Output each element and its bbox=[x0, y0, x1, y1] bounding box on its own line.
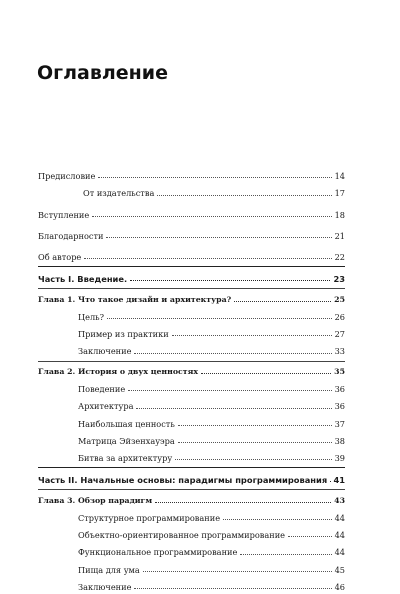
toc-entry-section[interactable] bbox=[38, 508, 345, 525]
toc-entry-title: Функциональное программирование bbox=[78, 548, 237, 556]
toc-entry-section[interactable] bbox=[38, 542, 345, 559]
toc-entry-from-publisher[interactable] bbox=[38, 183, 345, 200]
toc-entry-title: Пример из практики bbox=[78, 330, 169, 338]
toc-entry-page: 27 bbox=[335, 330, 345, 338]
toc-entry-section[interactable] bbox=[38, 448, 345, 465]
toc-entry-title: Матрица Эйзенхауэра bbox=[78, 437, 175, 445]
toc-entry-title: Цель? bbox=[78, 313, 104, 321]
toc-entry-title: Структурное программирование bbox=[78, 514, 220, 522]
toc-entry-title: Часть II. Начальные основы: парадигмы программирования bbox=[38, 476, 327, 484]
toc-entry-page: 43 bbox=[334, 497, 345, 505]
toc-entry-title: Глава 3. Обзор парадигм bbox=[38, 497, 152, 505]
toc-entry-page: 41 bbox=[333, 476, 345, 484]
toc-entry-page: 36 bbox=[335, 402, 345, 410]
toc-entry-title: Заключение bbox=[78, 347, 131, 355]
toc-entry-title: Предисловие bbox=[38, 172, 95, 180]
toc-entry-title: Объектно-ориентированное программирование bbox=[78, 531, 285, 539]
dot-leader bbox=[92, 215, 331, 217]
toc-entry-page: 26 bbox=[335, 313, 345, 321]
toc-entry-title: Архитектура bbox=[78, 402, 133, 410]
toc-entry-page: 17 bbox=[335, 189, 345, 197]
toc-entry-title: Пища для ума bbox=[78, 566, 140, 574]
dot-leader bbox=[175, 458, 331, 460]
toc-entry-section[interactable] bbox=[38, 379, 345, 396]
toc-entry-introduction[interactable] bbox=[38, 205, 345, 222]
toc-entry-title: Наибольшая ценность bbox=[78, 420, 175, 428]
toc-entry-section[interactable] bbox=[38, 396, 345, 413]
toc-entry-page: 18 bbox=[335, 211, 345, 219]
toc-entry-part-1[interactable] bbox=[38, 267, 345, 286]
page-title: Оглавление bbox=[37, 62, 168, 84]
toc-entry-page: 35 bbox=[334, 368, 345, 376]
toc-entry-page: 22 bbox=[335, 253, 345, 261]
toc-entry-chapter-1[interactable] bbox=[38, 289, 345, 306]
toc-entry-title: Благодарности bbox=[38, 232, 103, 240]
toc-entry-section[interactable] bbox=[38, 525, 345, 542]
toc-entry-title: От издательства bbox=[83, 189, 154, 197]
dot-leader bbox=[128, 389, 331, 391]
toc-entry-part-2[interactable] bbox=[38, 468, 345, 487]
dot-leader bbox=[136, 407, 331, 409]
toc-entry-title: Глава 2. История о двух ценностях bbox=[38, 368, 198, 376]
dot-leader bbox=[107, 317, 332, 319]
dot-leader bbox=[178, 441, 332, 443]
dot-leader bbox=[98, 176, 331, 178]
dot-leader bbox=[155, 501, 331, 503]
toc-entry-acknowledgements[interactable] bbox=[38, 226, 345, 243]
dot-leader bbox=[288, 535, 332, 537]
dot-leader bbox=[106, 236, 331, 238]
dot-leader bbox=[240, 553, 331, 555]
toc-entry-page: 33 bbox=[335, 347, 345, 355]
toc-entry-section[interactable] bbox=[38, 324, 345, 341]
toc-entry-page: 23 bbox=[333, 275, 345, 283]
toc-entry-page: 36 bbox=[335, 385, 345, 393]
toc-entry-page: 37 bbox=[335, 420, 345, 428]
toc-entry-chapter-2[interactable] bbox=[38, 362, 345, 379]
dot-leader bbox=[134, 352, 331, 354]
toc-entry-title: Заключение bbox=[78, 583, 131, 591]
toc-entry-chapter-3[interactable] bbox=[38, 490, 345, 507]
dot-leader bbox=[134, 587, 331, 589]
table-of-contents bbox=[38, 166, 345, 594]
dot-leader bbox=[157, 194, 331, 196]
dot-leader bbox=[130, 279, 330, 281]
toc-entry-title: Об авторе bbox=[38, 253, 81, 261]
dot-leader bbox=[201, 372, 331, 374]
toc-entry-title: Поведение bbox=[78, 385, 125, 393]
toc-entry-title: Часть I. Введение. bbox=[38, 275, 127, 283]
toc-entry-page: 21 bbox=[335, 232, 345, 240]
toc-entry-section[interactable] bbox=[38, 577, 345, 594]
dot-leader bbox=[178, 424, 332, 426]
toc-entry-page: 44 bbox=[335, 514, 345, 522]
toc-entry-section[interactable] bbox=[38, 560, 345, 577]
toc-entry-page: 45 bbox=[335, 566, 345, 574]
toc-entry-page: 38 bbox=[335, 437, 345, 445]
dot-leader bbox=[84, 257, 331, 259]
dot-leader bbox=[143, 570, 332, 572]
toc-entry-section[interactable] bbox=[38, 307, 345, 324]
toc-entry-page: 44 bbox=[335, 548, 345, 556]
toc-entry-preface[interactable] bbox=[38, 166, 345, 183]
toc-entry-page: 25 bbox=[334, 296, 345, 304]
toc-entry-page: 39 bbox=[335, 454, 345, 462]
toc-entry-title: Глава 1. Что такое дизайн и архитектура? bbox=[38, 296, 231, 304]
dot-leader bbox=[234, 300, 331, 302]
toc-entry-section[interactable] bbox=[38, 431, 345, 448]
dot-leader bbox=[172, 334, 332, 336]
toc-entry-title: Битва за архитектуру bbox=[78, 454, 172, 462]
toc-entry-section[interactable] bbox=[38, 341, 345, 358]
dot-leader bbox=[223, 518, 332, 520]
toc-entry-title: Вступление bbox=[38, 211, 89, 219]
toc-entry-about-author[interactable] bbox=[38, 247, 345, 264]
toc-entry-page: 46 bbox=[335, 583, 345, 591]
toc-entry-page: 44 bbox=[335, 531, 345, 539]
toc-entry-section[interactable] bbox=[38, 414, 345, 431]
toc-entry-page: 14 bbox=[335, 172, 345, 180]
